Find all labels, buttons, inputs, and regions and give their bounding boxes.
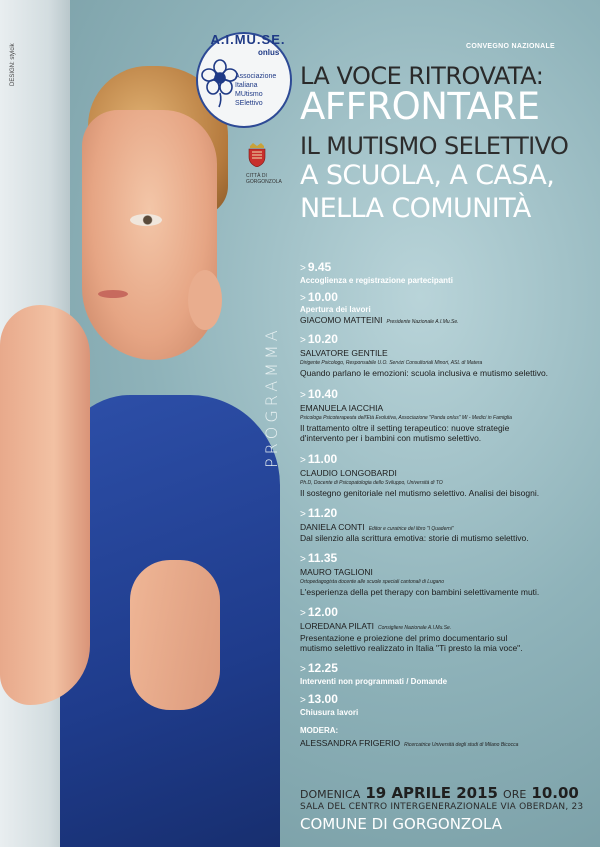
program-role-1000: Presidente Nazionale A.I.Mu.Se. [386, 319, 459, 325]
program-role-1040: Psicologa Psicoterapeuta dell'Età Evolutiva, Associazione "Panda onlus" MI - Medici in Famiglia [300, 415, 512, 421]
title-line-5: NELLA COMUNITÀ [300, 193, 531, 224]
program-speaker-1120: DANIELA CONTI Editor e curatrice del libro "I Quaderni" [300, 522, 454, 532]
flower-icon [200, 58, 240, 108]
program-time-1300: > 13.00 [300, 692, 338, 706]
program-talk-1020: Quando parlano le emozioni: scuola inclusiva e mutismo selettivo. [300, 368, 549, 378]
program-time-1020: > 10.20 [300, 332, 338, 346]
coat-of-arms-label [246, 173, 282, 185]
boy-eye-image [130, 214, 162, 226]
title-line-3: IL MUTISMO SELETTIVO [300, 132, 569, 160]
program-talk-1040-line-1: Il trattamento oltre il setting terapeutico: nuove strategie [300, 423, 510, 433]
program-desc-1300: Chiusura lavori [300, 708, 359, 717]
logo-line-2: Italiana [235, 82, 258, 89]
program-time-945: > 9.45 [300, 260, 332, 274]
boy-arm-image [0, 305, 90, 705]
programma-label: PROGRAMMA [262, 326, 281, 468]
event-date-value: 19 APRILE 2015 [365, 784, 498, 802]
program-speaker-1100: CLAUDIO LONGOBARDI [300, 468, 397, 478]
program-speaker-1040: EMANUELA IACCHIA [300, 403, 384, 413]
logo-onlus: onlus [258, 48, 280, 57]
event-venue: SALA DEL CENTRO INTERGENERAZIONALE VIA OBERDAN, 23 [300, 802, 584, 812]
event-town: COMUNE DI GORGONZOLA [300, 815, 502, 833]
coat-of-arms-icon [247, 143, 267, 167]
title-line-2: AFFRONTARE [300, 85, 540, 128]
program-talk-1200-line-2: mutismo selettivo realizzato in Italia "Ti presto la mia voce". [300, 643, 523, 653]
program-role-1100: Ph.D, Docente di Psicopatologia dello Sviluppo, Università di TO [300, 480, 443, 486]
program-desc-1000: Apertura dei lavori [300, 305, 371, 314]
coat-label-1: CITTÀ DI [246, 173, 267, 179]
program-time-1000: > 10.00 [300, 290, 338, 304]
program-role-1200: Consigliere Nazionale A.I.Mu.Se. [378, 625, 452, 631]
designer-credit: DESIGN: stylcik [10, 43, 16, 86]
event-day: DOMENICA [300, 788, 361, 801]
program-talk-1135: L'esperienza della pet therapy con bambini selettivamente muti. [300, 587, 540, 597]
program-desc-945: Accoglienza e registrazione partecipanti [300, 276, 453, 285]
boy-hand-image [130, 560, 220, 710]
program-talk-1200-line-1: Presentazione e proiezione del primo documentario sul [300, 633, 508, 643]
moderator-name: ALESSANDRA FRIGERIO Ricercatrice Università degli studi di Milano Bicocca [300, 738, 519, 748]
program-desc-1225: Interventi non programmati / Domande [300, 677, 448, 686]
program-time-1040: > 10.40 [300, 387, 338, 401]
program-speaker-1200: LOREDANA PILATI Consigliere Nazionale A.I.Mu.Se. [300, 621, 452, 631]
moderator-label: MODERA: [300, 726, 339, 735]
boy-ear-image [188, 270, 222, 330]
title-line-4: A SCUOLA, A CASA, [300, 160, 555, 191]
program-time-1200: > 12.00 [300, 605, 338, 619]
program-speaker-1020: SALVATORE GENTILE [300, 348, 388, 358]
program-role-1120: Editor e curatrice del libro "I Quaderni" [368, 526, 454, 532]
event-type: CONVEGNO NAZIONALE [466, 43, 556, 50]
program-role-1020: Dirigente Psicologo, Responsabile U.O. Servizi Consultoriali Minori, ASL di Matera [300, 360, 483, 366]
program-speaker-1000: GIACOMO MATTEINI Presidente Nazionale A.I.Mu.Se. [300, 315, 459, 325]
program-time-1225: > 12.25 [300, 661, 338, 675]
moderator-role: Ricercatrice Università degli studi di Milano Bicocca [404, 742, 519, 748]
title-line-1: LA VOCE RITROVATA: [300, 62, 544, 90]
boy-mouth-image [98, 290, 128, 298]
logo-line-4: SElettivo [235, 100, 263, 107]
event-ore: ORE [503, 788, 527, 801]
program-time-1120: > 11.20 [300, 506, 338, 520]
logo-line-3: MUtismo [235, 91, 263, 98]
program-speaker-1135: MAURO TAGLIONI [300, 567, 373, 577]
program-time-1135: > 11.35 [300, 551, 338, 565]
program-time-1100: > 11.00 [300, 452, 338, 466]
program-talk-1040-line-2: d'intervento per i bambini con mutismo selettivo. [300, 433, 482, 443]
program-role-1135: Ortopedagogista docente alle scuole speciali cantonali di Lugano [300, 579, 444, 585]
logo-arc-text: A.I.MU.SE. [210, 32, 286, 47]
coat-label-2: GORGONZOLA [246, 179, 282, 185]
event-date [300, 783, 579, 802]
event-time: 10.00 [531, 784, 579, 802]
program-talk-1120: Dal silenzio alla scrittura emotiva: storie di mutismo selettivo. [300, 533, 529, 543]
program-talk-1100: Il sostegno genitoriale nel mutismo selettivo. Analisi dei bisogni. [300, 488, 540, 498]
logo-line-1: Associazione [235, 73, 277, 80]
logo-text [235, 72, 276, 108]
